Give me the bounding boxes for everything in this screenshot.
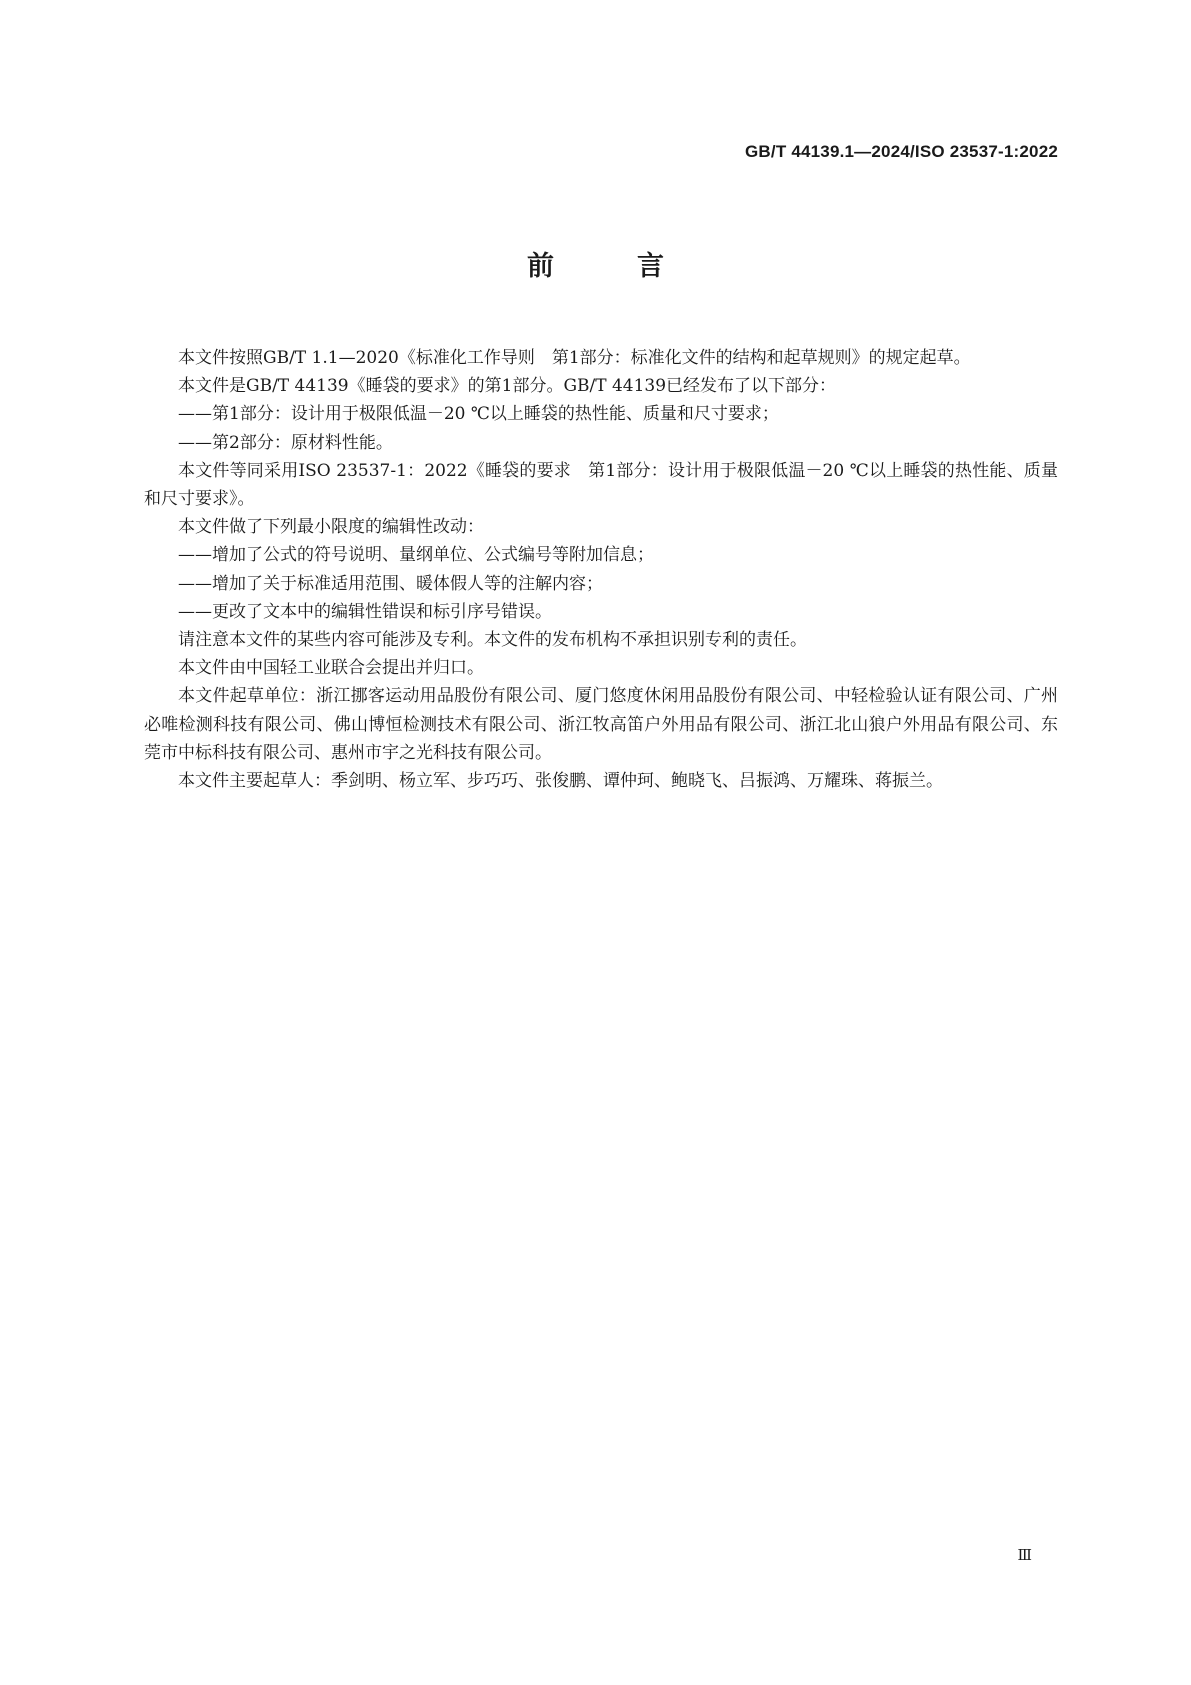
page-number: Ⅲ (1017, 1546, 1031, 1564)
foreword-body (144, 344, 1058, 795)
list-item-part-1: ——第1部分：设计用于极限低温－20 ℃以上睡袋的热性能、质量和尺寸要求； (178, 404, 779, 425)
document-code-header: GB/T 44139.1—2024/ISO 23537-1:2022 (745, 142, 1058, 161)
list-item-change-1: ——增加了公式的符号说明、量纲单位、公式编号等附加信息； (178, 545, 654, 566)
list-item-part-2: ——第2部分：原材料性能。 (178, 432, 393, 453)
paragraph-drafting-rules: 本文件按照GB/T 1.1—2020《标准化工作导则 第1部分：标准化文件的结构和起草规则》的规定起草。 (178, 348, 971, 368)
paragraph-drafting-units: 本文件起草单位：浙江挪客运动用品股份有限公司、厦门悠度休闲用品股份有限公司、中轻检验认证有限公司、广州必唯检测科技有限公司、佛山博恒检测技术有限公司、浙江牧高笛户外用品有限公司、浙江北山狼户外用品有限公司、东莞市中标科技有限公司、惠州市宇之光科技有限公司。 (144, 686, 1058, 763)
paragraph-patent-notice: 请注意本文件的某些内容可能涉及专利。本文件的发布机构不承担识别专利的责任。 (178, 630, 807, 651)
paragraph-identical-adoption: 本文件等同采用ISO 23537-1：2022《睡袋的要求 第1部分：设计用于极限低温－20 ℃以上睡袋的热性能、质量和尺寸要求》。 (144, 460, 1058, 510)
list-item-change-3: ——更改了文本中的编辑性错误和标引序号错误。 (178, 601, 552, 622)
page-title: 前 言 (527, 251, 692, 282)
paragraph-proposer: 本文件由中国轻工业联合会提出并归口。 (178, 658, 484, 679)
paragraph-series-part: 本文件是GB/T 44139《睡袋的要求》的第1部分。GB/T 44139已经发布了以下部分： (178, 376, 837, 397)
paragraph-editorial-changes: 本文件做了下列最小限度的编辑性改动： (178, 517, 484, 538)
paragraph-drafters: 本文件主要起草人：季剑明、杨立军、步巧巧、张俊鹏、谭仲珂、鲍晓飞、吕振鸿、万耀珠、蒋振兰。 (178, 771, 943, 792)
list-item-change-2: ——增加了关于标准适用范围、暖体假人等的注解内容； (178, 573, 603, 594)
